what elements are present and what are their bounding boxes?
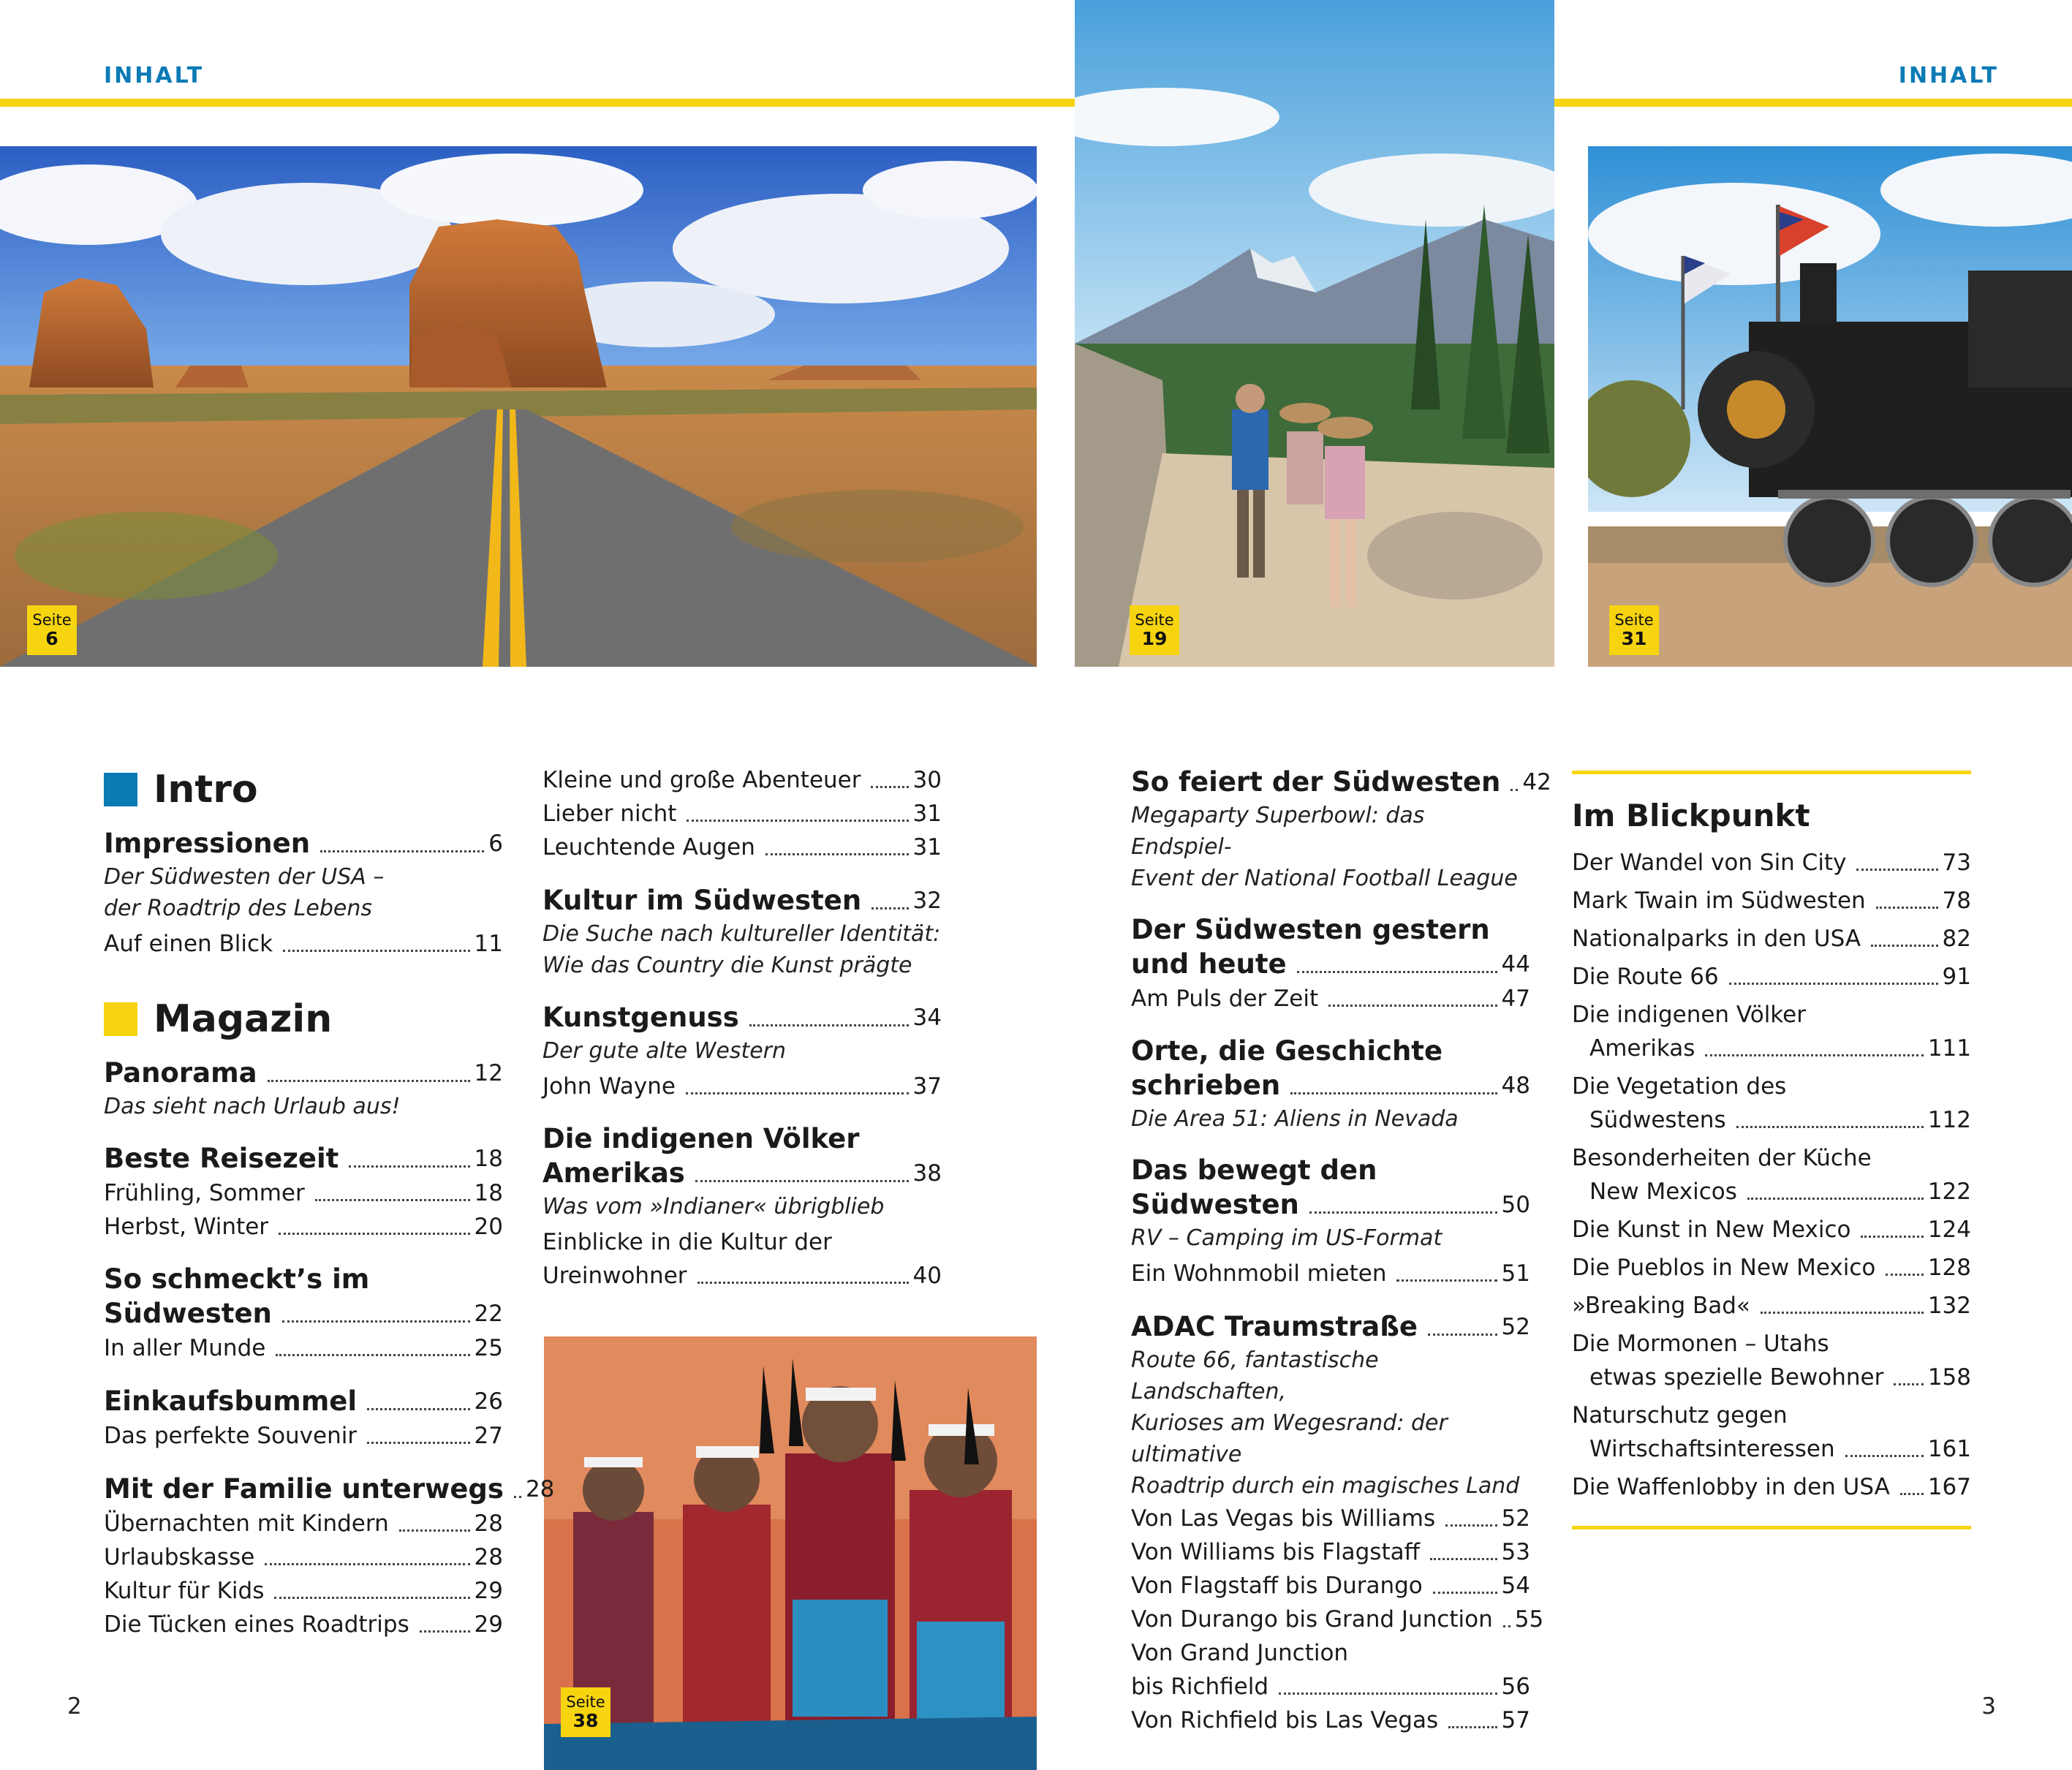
item-page: 29	[474, 1578, 503, 1604]
entry-title: Südwesten	[104, 1298, 272, 1329]
toc-item[interactable]	[104, 1176, 503, 1210]
item-label: Ein Wohnmobil mieten	[1131, 1260, 1387, 1287]
item-page: 27	[474, 1423, 503, 1449]
page-number-left: 2	[67, 1693, 82, 1720]
photo-dancers	[544, 1336, 1037, 1770]
toc-entry-bewegt[interactable]	[1131, 1154, 1530, 1290]
entry-subtitle: RV – Camping im US-Format	[1131, 1225, 1443, 1251]
item-page: 82	[1942, 926, 1971, 952]
entry-subtitle: Die Suche nach kultureller Identität:	[542, 921, 941, 947]
dancers-image	[544, 1336, 1037, 1770]
toc-entry-schmeckt[interactable]	[104, 1263, 503, 1365]
desert-road-image	[0, 146, 1037, 667]
header-rule-left	[0, 99, 1075, 107]
item-label: John Wayne	[542, 1073, 676, 1100]
blickpunkt-rule-top	[1572, 771, 1971, 774]
item-label: Die Vegetation des	[1572, 1073, 1787, 1100]
item-page: 28	[474, 1544, 503, 1570]
toc-item-auf-einen-blick[interactable]	[104, 927, 503, 961]
item-label: Die Pueblos in New Mexico	[1572, 1255, 1876, 1281]
entry-title: So feiert der Südwesten	[1131, 766, 1501, 798]
toc-entry-kultur[interactable]	[542, 883, 942, 981]
toc-item[interactable]	[104, 1540, 503, 1574]
page-number-right: 3	[1981, 1693, 1996, 1720]
item-label: New Mexicos	[1589, 1179, 1737, 1205]
toc-item[interactable]	[542, 763, 942, 797]
entry-page: 28	[525, 1476, 555, 1502]
item-label: Kultur für Kids	[104, 1578, 265, 1604]
toc-item[interactable]	[1131, 1670, 1530, 1703]
entry-subtitle: der Roadtrip des Lebens	[104, 896, 372, 921]
blickpunkt-item[interactable]	[1572, 1213, 1971, 1247]
entry-page: 32	[912, 888, 942, 914]
badge-number: 31	[1621, 628, 1647, 649]
entry-title: Kultur im Südwesten	[542, 885, 862, 916]
blickpunkt-list	[1572, 846, 1971, 1504]
item-label: Die Tücken eines Roadtrips	[104, 1611, 409, 1638]
item-page: 11	[474, 931, 503, 957]
item-label: Die indigenen Völker	[1572, 1002, 1806, 1028]
entry-page: 50	[1501, 1192, 1530, 1218]
toc-column-blickpunkt	[1572, 771, 1971, 1529]
item-page: 124	[1927, 1217, 1971, 1243]
item-label: Das perfekte Souvenir	[104, 1423, 358, 1449]
toc-entry-indigene[interactable]	[542, 1122, 942, 1293]
section-magazin	[104, 997, 503, 1041]
entry-title: Der Südwesten gestern	[1131, 914, 1490, 945]
entry-title: Die indigenen Völker	[542, 1123, 860, 1154]
badge-number: 38	[572, 1710, 599, 1731]
entry-title: schrieben	[1131, 1070, 1281, 1101]
entry-subtitle: Das sieht nach Urlaub aus!	[104, 1094, 401, 1119]
toc-item[interactable]	[104, 1574, 503, 1608]
item-label: Lieber nicht	[542, 801, 677, 827]
section-title-magazin: Magazin	[154, 997, 333, 1041]
entry-title: Kunstgenuss	[542, 1002, 739, 1033]
entry-page: 48	[1501, 1073, 1530, 1099]
badge-label: Seite	[1614, 611, 1654, 629]
item-label: Südwestens	[1589, 1107, 1726, 1133]
item-label: Von Williams bis Flagstaff	[1131, 1539, 1420, 1565]
item-label: Der Wandel von Sin City	[1572, 850, 1847, 876]
item-page: 128	[1927, 1255, 1971, 1281]
item-label: Nationalparks in den USA	[1572, 926, 1861, 952]
entry-title: So schmeckt’s im	[104, 1263, 370, 1295]
item-page: 37	[912, 1073, 942, 1100]
item-label: bis Richfield	[1131, 1673, 1269, 1700]
entry-subtitle: Route 66, fantastische Landschaften,	[1131, 1347, 1379, 1404]
blickpunkt-item[interactable]	[1572, 846, 1971, 880]
toc-entry-adac[interactable]	[1131, 1309, 1544, 1737]
item-page: 91	[1942, 964, 1971, 990]
toc-entry-einkaufsbummel[interactable]	[104, 1384, 503, 1453]
entry-subtitle: Der Südwesten der USA –	[104, 864, 385, 890]
item-page: 158	[1927, 1364, 1971, 1391]
toc-item[interactable]	[1131, 1569, 1530, 1603]
item-label: Die Kunst in New Mexico	[1572, 1217, 1851, 1243]
item-label: Herbst, Winter	[104, 1214, 269, 1240]
entry-subtitle: Megaparty Superbowl: das Endspiel-	[1131, 803, 1425, 860]
toc-item[interactable]	[104, 1419, 503, 1453]
section-title-intro: Intro	[154, 768, 258, 812]
blickpunkt-item[interactable]	[1572, 1289, 1971, 1323]
entry-subtitle: Event der National Football League	[1131, 866, 1518, 891]
entry-title: Impressionen	[104, 828, 311, 859]
page-badge-38[interactable]	[561, 1687, 610, 1737]
item-label: Von Las Vegas bis Williams	[1131, 1505, 1436, 1532]
toc-entry-panorama[interactable]	[104, 1056, 503, 1122]
item-page: 20	[474, 1214, 503, 1240]
entry-title: Mit der Familie unterwegs	[104, 1473, 504, 1505]
entry-page: 26	[474, 1388, 503, 1415]
page-badge-31[interactable]	[1609, 605, 1659, 655]
toc-item[interactable]	[1131, 1502, 1530, 1535]
item-label: Ureinwohner	[542, 1263, 687, 1289]
item-label: Einblicke in die Kultur der	[542, 1229, 832, 1255]
item-page: 122	[1927, 1179, 1971, 1205]
badge-label: Seite	[566, 1693, 605, 1711]
entry-page: 38	[912, 1160, 942, 1187]
blickpunkt-item[interactable]	[1572, 1251, 1971, 1285]
item-label: Mark Twain im Südwesten	[1572, 888, 1866, 914]
toc-entry-orte[interactable]	[1131, 1035, 1530, 1135]
toc-item[interactable]	[542, 797, 942, 831]
toc-column-2	[542, 763, 942, 1312]
blickpunkt-item[interactable]	[1572, 1141, 1971, 1209]
item-page: 40	[912, 1263, 942, 1289]
inhalt-header-right: INHALT	[1898, 63, 1999, 88]
toc-item[interactable]	[542, 1070, 942, 1103]
entry-title: Beste Reisezeit	[104, 1143, 339, 1174]
item-label: Wirtschaftsinteressen	[1589, 1436, 1835, 1462]
item-label: Von Grand Junction	[1131, 1640, 1349, 1666]
item-label: etwas spezielle Bewohner	[1589, 1364, 1884, 1391]
item-page: 55	[1514, 1606, 1544, 1633]
entry-subtitle: Was vom »Indianer« übrigblieb	[542, 1194, 885, 1219]
toc-item[interactable]	[1131, 1257, 1530, 1290]
toc-entry-kunstgenuss[interactable]	[542, 1000, 942, 1103]
section-marker-yellow	[104, 1002, 137, 1036]
blickpunkt-title: Im Blickpunkt	[1572, 798, 1810, 833]
item-page: 31	[912, 834, 942, 861]
item-page: 29	[474, 1611, 503, 1638]
item-page: 78	[1942, 888, 1971, 914]
entry-subtitle: Roadtrip durch ein magisches Land	[1131, 1473, 1520, 1499]
blickpunkt-item[interactable]	[1572, 922, 1971, 956]
hikers-image	[1075, 0, 1554, 667]
entry-title: und heute	[1131, 948, 1287, 980]
toc-item[interactable]	[1131, 1603, 1544, 1636]
blickpunkt-item[interactable]	[1572, 1399, 1971, 1466]
entry-subtitle: Kurioses am Wegesrand: der ultimative	[1131, 1410, 1448, 1467]
toc-item[interactable]	[104, 1608, 503, 1641]
entry-page: 42	[1522, 769, 1551, 795]
entry-title: Orte, die Geschichte	[1131, 1035, 1443, 1067]
toc-item[interactable]	[1131, 982, 1530, 1016]
item-label: Von Richfield bis Las Vegas	[1131, 1707, 1439, 1733]
blickpunkt-item[interactable]	[1572, 960, 1971, 994]
blickpunkt-item[interactable]	[1572, 1470, 1971, 1504]
item-label: Die Waffenlobby in den USA	[1572, 1474, 1890, 1500]
item-label: Die Route 66	[1572, 964, 1719, 990]
badge-label: Seite	[32, 611, 72, 629]
item-label: Auf einen Blick	[104, 931, 273, 957]
entry-title: Amerikas	[542, 1157, 685, 1189]
item-page: 112	[1927, 1107, 1971, 1133]
item-page: 161	[1927, 1436, 1971, 1462]
entry-page: 44	[1501, 951, 1530, 977]
item-label: »Breaking Bad«	[1572, 1293, 1750, 1319]
toc-column-3	[1131, 765, 1551, 1756]
item-page: 132	[1927, 1293, 1971, 1319]
item-label: Von Durango bis Grand Junction	[1131, 1606, 1493, 1633]
item-page: 57	[1501, 1707, 1530, 1733]
photo-hikers	[1075, 0, 1554, 667]
item-label: Besonderheiten der Küche	[1572, 1145, 1872, 1171]
badge-number: 19	[1141, 628, 1168, 649]
toc-entry-gestern[interactable]	[1131, 913, 1530, 1016]
entry-title: Das bewegt den	[1131, 1154, 1377, 1186]
item-page: 167	[1927, 1474, 1971, 1500]
toc-item[interactable]	[1131, 1535, 1530, 1569]
entry-page: 52	[1501, 1314, 1530, 1340]
toc-item[interactable]	[104, 1210, 503, 1244]
item-page: 30	[912, 767, 942, 793]
item-label: Die Mormonen – Utahs	[1572, 1331, 1829, 1357]
item-page: 28	[474, 1510, 503, 1537]
item-label: Naturschutz gegen	[1572, 1402, 1788, 1429]
item-page: 31	[912, 801, 942, 827]
toc-entry-reisezeit[interactable]	[104, 1141, 503, 1244]
entry-subtitle: Wie das Country die Kunst prägte	[542, 953, 912, 978]
item-label: Leuchtende Augen	[542, 834, 755, 861]
photo-steam-train	[1588, 146, 2072, 667]
section-intro	[104, 768, 503, 812]
entry-title: ADAC Traumstraße	[1131, 1311, 1418, 1342]
header-rule-right	[1554, 99, 2072, 107]
item-page: 53	[1501, 1539, 1530, 1565]
item-page: 54	[1501, 1573, 1530, 1599]
toc-item[interactable]	[542, 1259, 942, 1293]
item-page: 73	[1942, 850, 1971, 876]
blickpunkt-item[interactable]	[1572, 998, 1971, 1065]
entry-page: 12	[474, 1060, 503, 1086]
toc-item[interactable]	[542, 831, 942, 864]
item-page: 47	[1501, 986, 1530, 1012]
blickpunkt-item[interactable]	[1572, 1070, 1971, 1137]
item-page: 51	[1501, 1260, 1530, 1287]
entry-title: Einkaufsbummel	[104, 1385, 358, 1417]
item-label: Am Puls der Zeit	[1131, 986, 1319, 1012]
item-label: Von Flagstaff bis Durango	[1131, 1573, 1423, 1599]
badge-number: 6	[45, 628, 58, 649]
toc-entry-impressionen[interactable]	[104, 826, 503, 961]
toc-item[interactable]	[104, 1507, 503, 1540]
inhalt-header-left: INHALT	[104, 63, 205, 88]
entry-page: 6	[488, 831, 503, 857]
photo-desert-road	[0, 146, 1037, 667]
item-label: Frühling, Sommer	[104, 1180, 305, 1206]
toc-entry-familie[interactable]	[104, 1472, 555, 1641]
section-marker-blue	[104, 773, 137, 806]
steam-train-image	[1588, 146, 2072, 667]
page-badge-6[interactable]	[27, 605, 77, 655]
entry-title: Panorama	[104, 1057, 257, 1089]
item-page: 111	[1927, 1035, 1971, 1062]
item-label: Übernachten mit Kindern	[104, 1510, 389, 1537]
item-label: Urlaubskasse	[104, 1544, 255, 1570]
item-label: In aller Munde	[104, 1335, 266, 1361]
entry-page: 34	[912, 1005, 942, 1031]
item-page: 25	[474, 1335, 503, 1361]
entry-page: 22	[474, 1301, 503, 1327]
entry-subtitle: Die Area 51: Aliens in Nevada	[1131, 1106, 1459, 1132]
blickpunkt-item[interactable]	[1572, 884, 1971, 918]
item-page: 18	[474, 1180, 503, 1206]
entry-page: 18	[474, 1146, 503, 1172]
page-badge-19[interactable]	[1130, 605, 1179, 655]
blickpunkt-rule-bottom	[1572, 1526, 1971, 1529]
item-page: 56	[1501, 1673, 1530, 1700]
item-page: 52	[1501, 1505, 1530, 1532]
toc-item[interactable]	[104, 1331, 503, 1365]
toc-item[interactable]	[1131, 1703, 1530, 1737]
badge-label: Seite	[1135, 611, 1174, 629]
item-label: Amerikas	[1589, 1035, 1695, 1062]
toc-entry-feiert[interactable]	[1131, 765, 1551, 894]
entry-subtitle: Der gute alte Western	[542, 1038, 787, 1064]
item-label: Kleine und große Abenteuer	[542, 767, 861, 793]
entry-title: Südwesten	[1131, 1189, 1299, 1220]
toc-column-1	[104, 768, 555, 1660]
blickpunkt-item[interactable]	[1572, 1327, 1971, 1394]
